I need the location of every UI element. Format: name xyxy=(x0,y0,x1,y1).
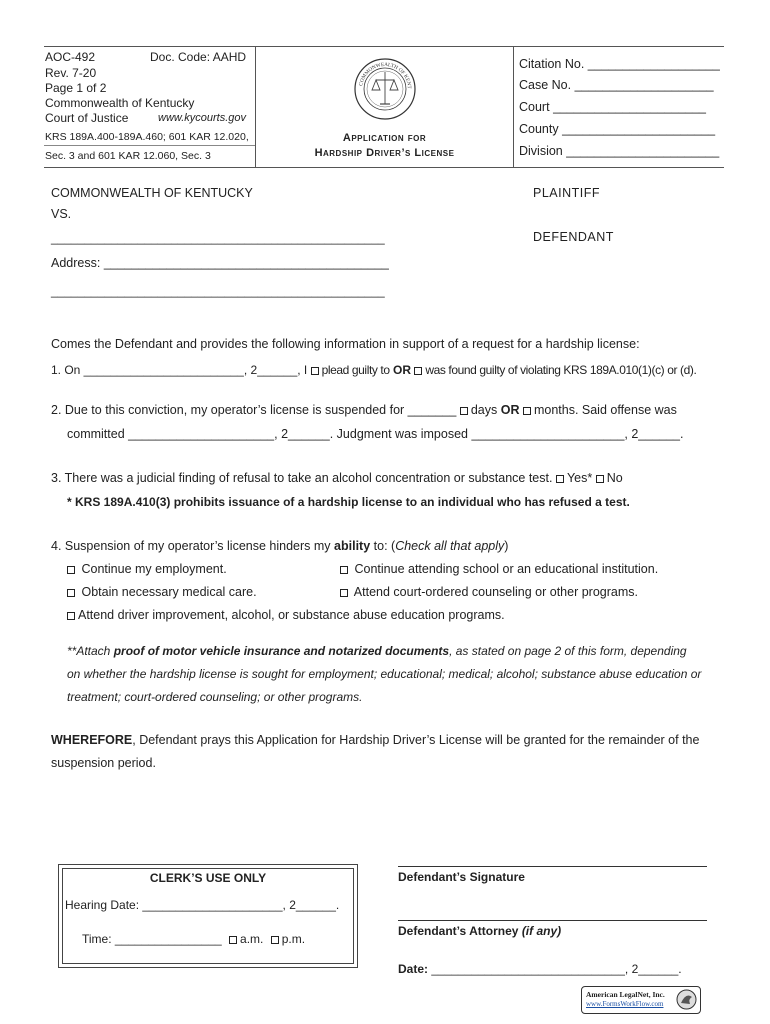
item-4-lead: 4. Suspension of my operator’s license hinders my ability to: (Check all that apply) xyxy=(51,539,509,553)
krs-citation-1: KRS 189A.400-189A.460; 601 KAR 12.020, xyxy=(45,131,249,143)
court-field[interactable]: Court ______________________ xyxy=(519,100,707,114)
days-checkbox[interactable] xyxy=(460,407,468,415)
plead-guilty-checkbox[interactable] xyxy=(311,367,319,375)
plaintiff-label: PLAINTIFF xyxy=(533,186,601,200)
page-number: Page 1 of 2 xyxy=(45,81,107,95)
am-checkbox[interactable] xyxy=(229,936,237,944)
refusal-yes-checkbox[interactable] xyxy=(556,475,564,483)
versus-label: VS. xyxy=(51,207,72,221)
form-title-line-2: Hardship Driver’s License xyxy=(314,147,455,159)
time-field[interactable]: Time: ________________ a.m. p.m. xyxy=(82,932,306,946)
option-medical[interactable]: Obtain necessary medical care. xyxy=(67,585,257,599)
option-education-programs[interactable]: Attend driver improvement, alcohol, or substance abuse education programs. xyxy=(67,608,505,622)
attach-line-1: **Attach proof of motor vehicle insurance and notarized documents, as stated on page 2 of this form, depending xyxy=(67,644,687,658)
attach-line-2: on whether the hardship license is sought for employment; educational; medical; alcohol; substance abuse education or xyxy=(67,667,702,681)
header-bottom-rule xyxy=(44,167,724,168)
refusal-no-checkbox[interactable] xyxy=(596,475,604,483)
defendant-signature-label: Defendant’s Signature xyxy=(398,870,525,884)
krs-separator xyxy=(44,145,255,146)
item-3: 3. There was a judicial finding of refusal to take an alcohol concentration or substance test. Yes* No xyxy=(51,471,623,485)
plaintiff-name: COMMONWEALTH OF KENTUCKY xyxy=(51,186,253,200)
date-field[interactable]: Date: _____________________________, 2______. xyxy=(398,962,682,976)
county-field[interactable]: County ______________________ xyxy=(519,122,716,136)
doc-code: Doc. Code: AAHD xyxy=(150,50,247,64)
attorney-signature-line[interactable] xyxy=(398,920,707,921)
wherefore-line-2: suspension period. xyxy=(51,756,156,770)
option-employment[interactable]: Continue my employment. xyxy=(67,562,227,576)
court-of-justice-label: Court of Justice xyxy=(45,111,129,125)
commonwealth-label: Commonwealth of Kentucky xyxy=(45,96,195,110)
found-guilty-checkbox[interactable] xyxy=(414,367,422,375)
attorney-signature-label: Defendant’s Attorney (if any) xyxy=(398,924,562,938)
education-programs-checkbox[interactable] xyxy=(67,612,75,620)
header-top-rule xyxy=(44,46,724,47)
option-counseling[interactable]: Attend court-ordered counseling or other programs. xyxy=(340,585,638,599)
form-id: AOC-492 xyxy=(45,50,96,64)
logo-url-link[interactable]: www.FormsWorkFlow.com xyxy=(586,1000,664,1008)
kentucky-seal-icon xyxy=(354,58,416,120)
attach-line-3: treatment; court-ordered counseling; or other programs. xyxy=(67,690,363,704)
pm-checkbox[interactable] xyxy=(271,936,279,944)
defendant-name-field[interactable]: __________________________________________________ xyxy=(51,231,385,245)
american-legalnet-logo xyxy=(581,986,701,1014)
option-school[interactable]: Continue attending school or an educational institution. xyxy=(340,562,658,576)
hearing-date-field[interactable]: Hearing Date: _____________________, 2______. xyxy=(65,898,340,912)
medical-checkbox[interactable] xyxy=(67,589,75,597)
item-2-line-2: committed _____________________, 2______. Judgment was imposed ______________________, 2______. xyxy=(67,427,684,441)
svg-text:COMMONWEALTH OF KENTUCKY: COMMONWEALTH OF KENT xyxy=(358,61,413,89)
intro-text: Comes the Defendant and provides the following information in support of a request for a hardship license: xyxy=(51,337,640,351)
item-2-line-1: 2. Due to this conviction, my operator’s license is suspended for _______ days OR months. Said offense was xyxy=(51,403,677,417)
counseling-checkbox[interactable] xyxy=(340,589,348,597)
form-title-line-1: Application for xyxy=(342,132,427,144)
clerks-use-title: CLERK’S USE ONLY xyxy=(149,871,267,885)
krs-citation-2: Sec. 3 and 601 KAR 12.060, Sec. 3 xyxy=(45,150,211,162)
case-number-field[interactable]: Case No. ____________________ xyxy=(519,78,714,92)
revision: Rev. 7-20 xyxy=(45,66,97,80)
refusal-note: * KRS 189A.410(3) prohibits issuance of a hardship license to an individual who has refused a test. xyxy=(67,495,630,509)
header-divider-right xyxy=(513,46,514,167)
months-checkbox[interactable] xyxy=(523,407,531,415)
item-1: 1. On ________________________, 2______, I plead guilty to OR was found guilty of violating KRS 189A.010(1)(c) or (d). xyxy=(51,363,697,377)
wherefore-line-1: WHEREFORE, Defendant prays this Application for Hardship Driver’s License will be granted for the remainder of the xyxy=(51,733,700,747)
school-checkbox[interactable] xyxy=(340,566,348,574)
logo-brand-text: American LegalNet, Inc. xyxy=(586,990,665,999)
defendant-label: DEFENDANT xyxy=(533,230,614,244)
citation-number-field[interactable]: Citation No. ___________________ xyxy=(519,57,720,71)
address-field[interactable]: Address: _________________________________________ xyxy=(51,256,389,270)
address-field-line-2[interactable]: __________________________________________________ xyxy=(51,284,385,298)
division-field[interactable]: Division ______________________ xyxy=(519,144,720,158)
website-link[interactable]: www.kycourts.gov xyxy=(158,112,247,124)
employment-checkbox[interactable] xyxy=(67,566,75,574)
logo-emblem-icon xyxy=(676,989,697,1010)
defendant-signature-line[interactable] xyxy=(398,866,707,867)
